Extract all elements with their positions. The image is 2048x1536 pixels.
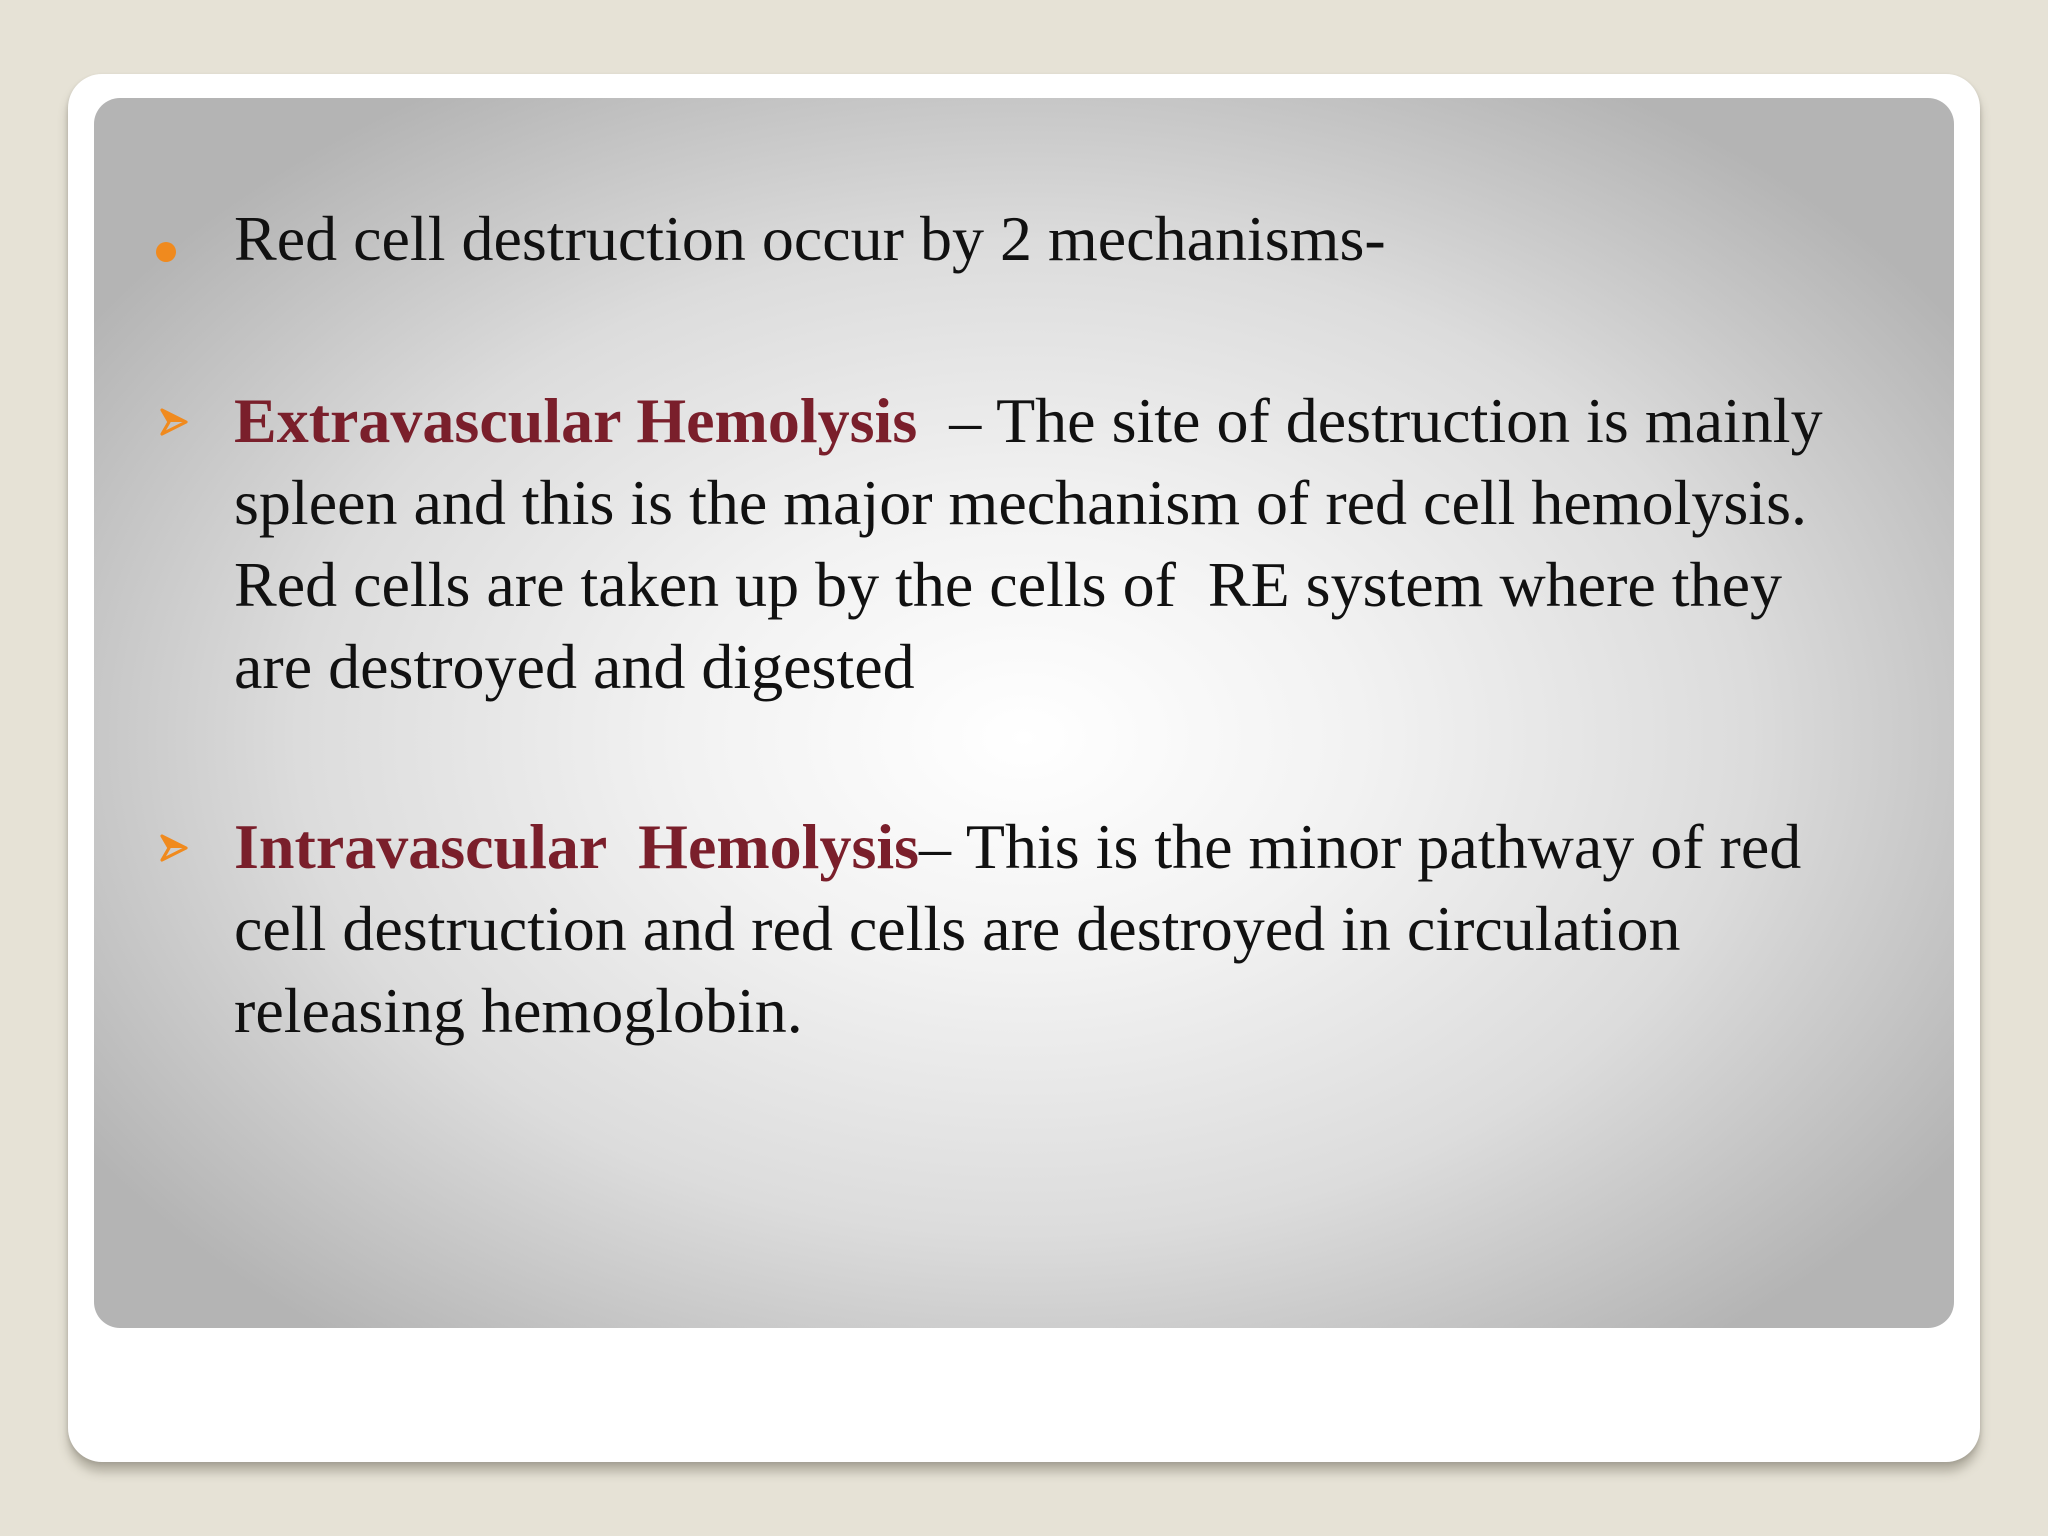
- intro-text-block: [234, 198, 1934, 280]
- extravascular-line-2: spleen and this is the major mechanism of red cell hemolysis.: [234, 467, 1807, 538]
- extravascular-line-3: Red cells are taken up by the cells of RE system where they: [234, 549, 1782, 620]
- intravascular-term: Intravascular Hemolysis: [234, 811, 920, 882]
- arrow-bullet-icon: [156, 404, 192, 440]
- extravascular-term: Extravascular Hemolysis: [234, 385, 918, 456]
- slide-body: [94, 98, 1954, 1328]
- intravascular-line-1: [234, 806, 1934, 888]
- intro-text: Red cell destruction occur by 2 mechanisms-: [234, 203, 1386, 274]
- intravascular-text-block: [234, 806, 1934, 1052]
- extravascular-line-4: are destroyed and digested: [234, 631, 915, 702]
- arrow-bullet-icon: [156, 830, 192, 866]
- extravascular-text-block: [234, 380, 1934, 708]
- extravascular-text-1: – The site of destruction is mainly: [917, 385, 1823, 456]
- slide-frame: [68, 74, 1980, 1462]
- intravascular-text-1: – This is the minor pathway of red: [919, 811, 1802, 882]
- intravascular-line-3: releasing hemoglobin.: [234, 975, 803, 1046]
- dot-bullet-icon: [156, 242, 176, 262]
- extravascular-line-1: [234, 380, 1934, 462]
- content-panel: [94, 98, 1954, 1328]
- intravascular-line-2: cell destruction and red cells are destroyed in circulation: [234, 893, 1681, 964]
